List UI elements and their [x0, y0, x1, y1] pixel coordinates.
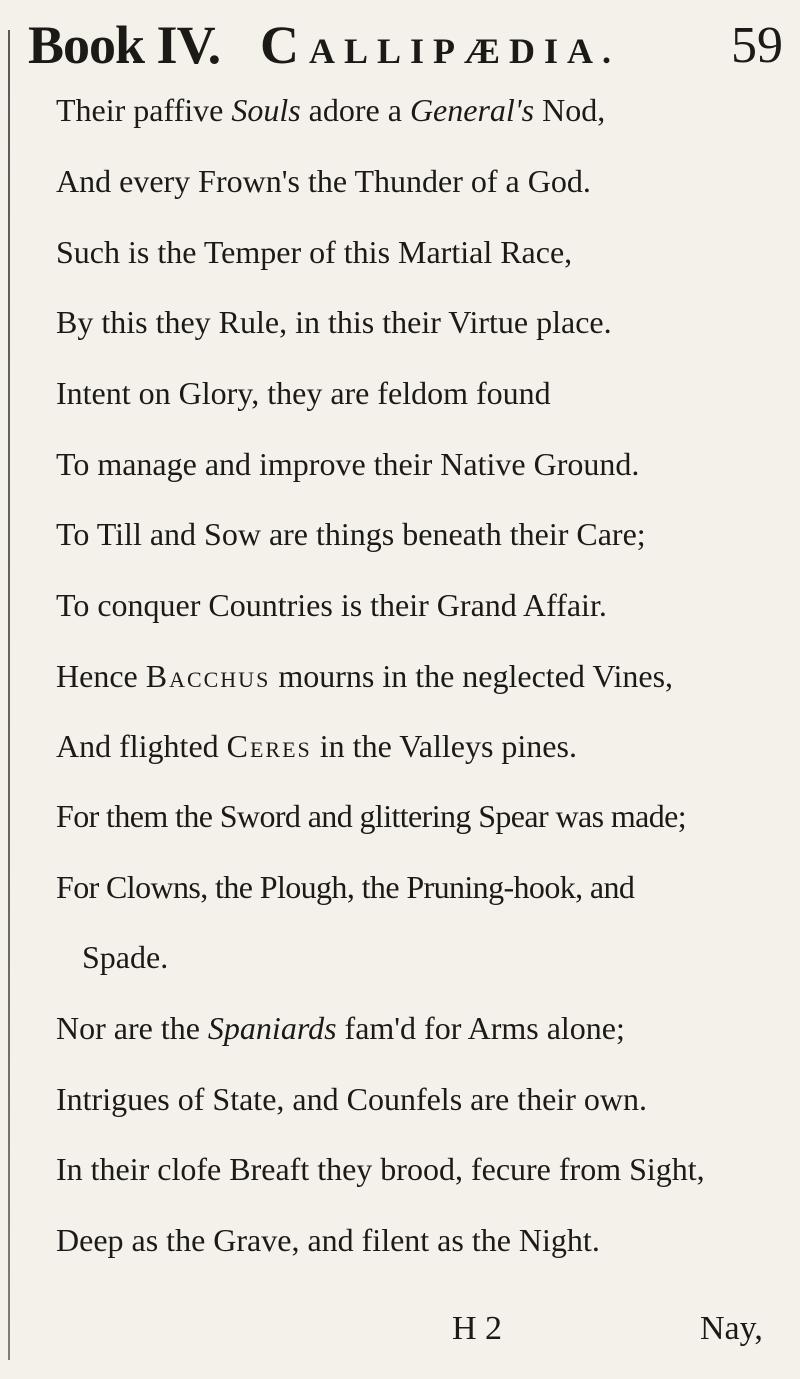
- verse-text: mourns in the neglected Vines,: [270, 658, 674, 694]
- page-number: 59: [731, 17, 783, 74]
- verse-text: To manage and improve their Native Ground.: [56, 446, 640, 482]
- running-title: [260, 14, 620, 76]
- verse-text: By this they Rule, in this their Virtue place.: [56, 304, 612, 340]
- running-title-initial: C: [260, 15, 299, 75]
- verse-line: [56, 1153, 705, 1185]
- verse-line: [56, 800, 686, 832]
- verse-text: Nod,: [534, 92, 606, 128]
- verse-italic-text: Spaniards: [207, 1010, 337, 1046]
- verse-line: [56, 1224, 600, 1256]
- verse-smallcaps-name: Ceres: [226, 728, 312, 764]
- verse-line: [56, 1083, 647, 1115]
- verse-text: in the Valleys pines.: [311, 728, 577, 764]
- verse-italic-text: General's: [409, 92, 535, 128]
- verse-line: [82, 941, 168, 973]
- verse-text: Their paffive: [56, 92, 232, 128]
- verse-text: Spade.: [82, 939, 169, 975]
- verse-text: fam'd for Arms alone;: [336, 1010, 625, 1046]
- verse-text: Hence: [56, 658, 146, 694]
- page-gutter-edge: [8, 30, 10, 1360]
- verse-line: [56, 448, 639, 480]
- verse-text: Intrigues of State, and Counfels are their own.: [56, 1081, 647, 1117]
- verse-line: [56, 236, 572, 268]
- verse-text: For them the Sword and glittering Spear was made;: [56, 798, 687, 834]
- verse-smallcaps-name: Bacchus: [145, 658, 271, 694]
- running-head: [28, 8, 783, 88]
- verse-line: [56, 1012, 625, 1044]
- verse-text: Intent on Glory, they are feldom found: [56, 375, 551, 411]
- verse-line: [56, 377, 551, 409]
- verse-text: To conquer Countries is their Grand Affair.: [56, 587, 607, 623]
- verse-text: adore a: [300, 92, 410, 128]
- verse-line: [56, 871, 634, 903]
- verse-italic-text: Souls: [231, 92, 301, 128]
- verse-line: [56, 730, 577, 762]
- verse-text: For Clowns, the Plough, the Pruning-hook, and: [56, 869, 635, 905]
- verse-text: And every Frown's the Thunder of a God.: [56, 163, 591, 199]
- verse-line: [56, 306, 612, 338]
- book-number: Book IV.: [28, 15, 221, 75]
- signature-mark: H 2: [452, 1310, 503, 1347]
- verse-text: In their clofe Breaft they brood, fecure from Sight,: [56, 1151, 705, 1187]
- verse-line: [56, 660, 673, 692]
- verse-line: [56, 518, 646, 550]
- verse-line: [56, 94, 605, 126]
- verse-text: Such is the Temper of this Martial Race,: [56, 234, 573, 270]
- verse-line: [56, 165, 591, 197]
- catchword: Nay,: [700, 1310, 763, 1347]
- running-title-rest: ALLIPÆDIA.: [309, 31, 621, 71]
- verse-text: And flighted: [56, 728, 227, 764]
- verse-text: Nor are the: [56, 1010, 208, 1046]
- verse-line: [56, 589, 607, 621]
- verse-text: To Till and Sow are things beneath their Care;: [56, 516, 646, 552]
- verse-text: Deep as the Grave, and filent as the Night.: [56, 1222, 600, 1258]
